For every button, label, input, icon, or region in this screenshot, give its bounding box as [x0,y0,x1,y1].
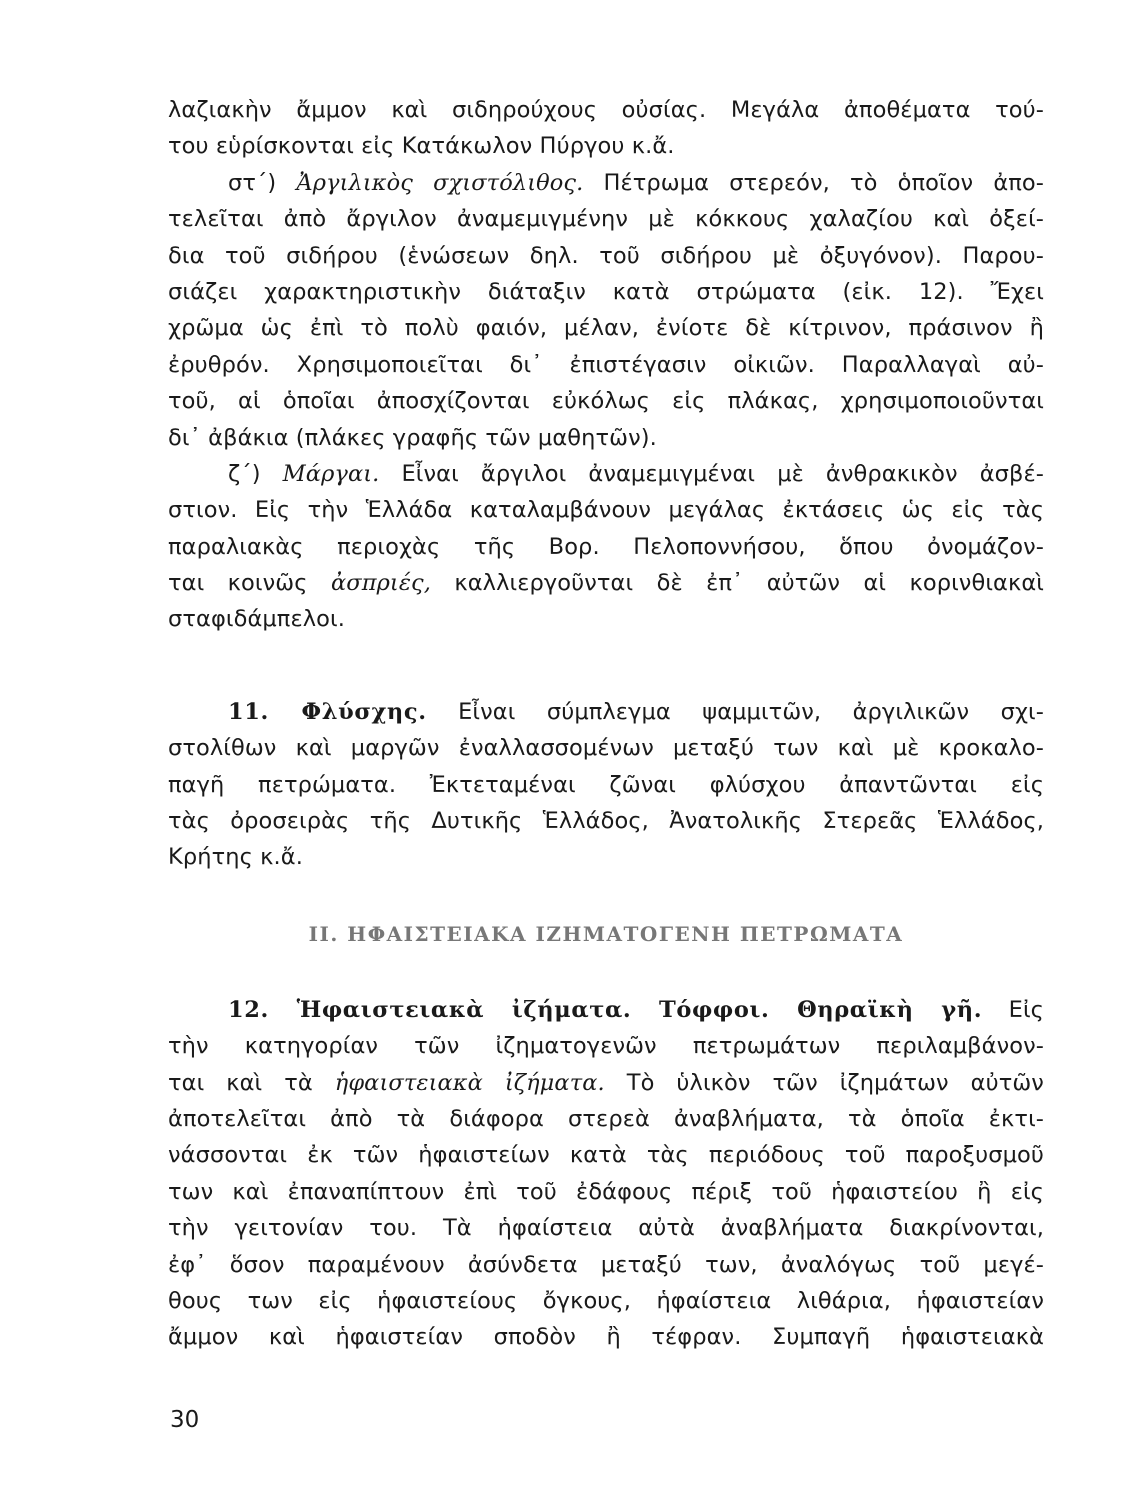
text-line: στολίθων καὶ μαργῶν ἐναλλασσομένων μεταξύ των καὶ μὲ κροκαλο- [168,735,1044,762]
page-number: 30 [170,1407,200,1433]
text-line [168,694,1044,730]
text-run: Πέτρωμα στερεόν, τὸ ὁποῖον ἀπο- [603,169,1044,196]
text-line: νάσσονται ἐκ τῶν ἡφαιστείων κατὰ τὰς περιόδους τοῦ παροξυσμοῦ [168,1142,1044,1169]
text-line [168,165,1044,201]
text-line [168,992,1044,1028]
text-line [168,1065,1044,1101]
text-line: ἄμμον καὶ ἡφαιστείαν σποδὸν ἢ τέφραν. Συμπαγῆ ἡφαιστειακὰ [168,1324,1044,1351]
section-heading: 11. Φλύσχης. [228,698,427,725]
text-line: τὴν κατηγορίαν τῶν ἰζηματογενῶν πετρωμάτων περιλαμβάνον- [168,1033,1044,1060]
text-run: καλλιεργοῦνται δὲ ἐπ᾽ αὐτῶν αἱ κορινθιακαὶ [454,570,1044,597]
item-marker: ζ΄) [228,460,261,487]
text-run: ται κοινῶς [168,570,308,597]
text-line: τελεῖται ἀπὸ ἄργιλον ἀναμεμιγμένην μὲ κόκκους χαλαζίου καὶ ὀξεί- [168,206,1044,233]
section-12 [168,992,1044,1356]
text-line: θους των εἰς ἡφαιστείους ὄγκους, ἡφαίστεια λιθάρια, ἡφαιστείαν [168,1287,1044,1314]
text-line [168,565,1044,601]
text-line: τὴν γειτονίαν του. Τὰ ἡφαίστεια αὐτὰ ἀναβλήματα διακρίνονται, [168,1215,1044,1242]
text-line: των καὶ ἐπαναπίπτουν ἐπὶ τοῦ ἐδάφους πέριξ τοῦ ἡφαιστείου ἢ εἰς [168,1178,1044,1205]
text-line: παγῆ πετρώματα. Ἐκτεταμέναι ζῶναι φλύσχου ἀπαντῶνται εἰς [168,771,1044,798]
text-run: Τὸ ὑλικὸν τῶν ἰζημάτων αὐτῶν [626,1069,1044,1096]
text-line: ἐφ᾽ ὅσον παραμένουν ἀσύνδετα μεταξύ των, ἀναλόγως τοῦ μεγέ- [168,1251,1044,1278]
text-line: του εὑρίσκονται εἰς Κατάκωλον Πύργου κ.ἄ. [168,133,675,160]
spacer [168,638,1044,694]
text-line: Κρήτης κ.ἄ. [168,844,303,871]
text-line: δι᾽ ἀβάκια (πλάκες γραφῆς τῶν μαθητῶν). [168,424,657,451]
text-line [168,456,1044,492]
text-line: δια τοῦ σιδήρου (ἑνώσεων δηλ. τοῦ σιδήρου μὲ ὀξυγόνον). Παρου- [168,242,1044,269]
item-term: ἀσπριές, [330,570,431,597]
spacer [168,876,1044,906]
item-term: ἡφαιστειακὰ ἰζήματα. [334,1069,605,1096]
page-body [168,92,1044,1356]
text-line: παραλιακὰς περιοχὰς τῆς Βορ. Πελοποννήσου, ὅπου ὀνομάζον- [168,533,1044,560]
text-line: λαζιακὴν ἄμμον καὶ σιδηρούχους οὐσίας. Μεγάλα ἀποθέματα τού- [168,97,1044,123]
paragraph-argillaceous-schist [168,165,1044,456]
text-line: ἐρυθρόν. Χρησιμοποιεῖται δι᾽ ἐπιστέγασιν οἰκιῶν. Παραλλαγαὶ αὐ- [168,351,1044,378]
paragraph-marls [168,456,1044,638]
paragraph-continuation [168,92,1044,165]
item-term: Μάργαι. [282,460,380,487]
spacer [168,962,1044,992]
section-heading: 12. Ἡφαιστειακὰ ἰζήματα. Τόφφοι. Θηραϊκὴ γῆ. [228,996,983,1023]
text-line: ἀποτελεῖται ἀπὸ τὰ διάφορα στερεὰ ἀναβλήματα, τὰ ὁποῖα ἐκτι- [168,1105,1044,1132]
text-line: χρῶμα ὡς ἐπὶ τὸ πολὺ φαιόν, μέλαν, ἐνίοτε δὲ κίτρινον, πράσινον ἢ [168,315,1044,342]
text-run: ται καὶ τὰ [168,1069,313,1096]
section-11 [168,694,1044,876]
item-term: Ἀργιλικὸς σχιστόλιθος. [296,169,584,196]
text-run: Εἰς [1008,996,1044,1023]
item-marker: στ΄) [228,169,277,196]
text-line: στιον. Εἰς τὴν Ἑλλάδα καταλαμβάνουν μεγάλας ἐκτάσεις ὡς εἰς τὰς [168,497,1044,524]
text-line: τοῦ, αἱ ὁποῖαι ἀποσχίζονται εὐκόλως εἰς πλάκας, χρησιμοποιοῦνται [168,388,1044,415]
text-run: Εἶναι σύμπλεγμα ψαμμιτῶν, ἀργιλικῶν σχι- [458,698,1044,725]
subheading: II. ΗΦΑΙΣΤΕΙΑΚΑ ΙΖΗΜΑΤΟΓΕΝΗ ΠΕΤΡΩΜΑΤΑ [308,921,904,946]
text-run: Εἶναι ἄργιλοι ἀναμεμιγμέναι μὲ ἀνθρακικὸν ἀσβέ- [401,460,1044,487]
text-line: σταφιδάμπελοι. [168,606,345,633]
text-line: τὰς ὀροσειρὰς τῆς Δυτικῆς Ἑλλάδος, Ἀνατολικῆς Στερεᾶς Ἑλλάδος, [168,808,1044,835]
text-line: σιάζει χαρακτηριστικὴν διάταξιν κατὰ στρώματα (εἰκ. 12). Ἔχει [168,278,1044,305]
